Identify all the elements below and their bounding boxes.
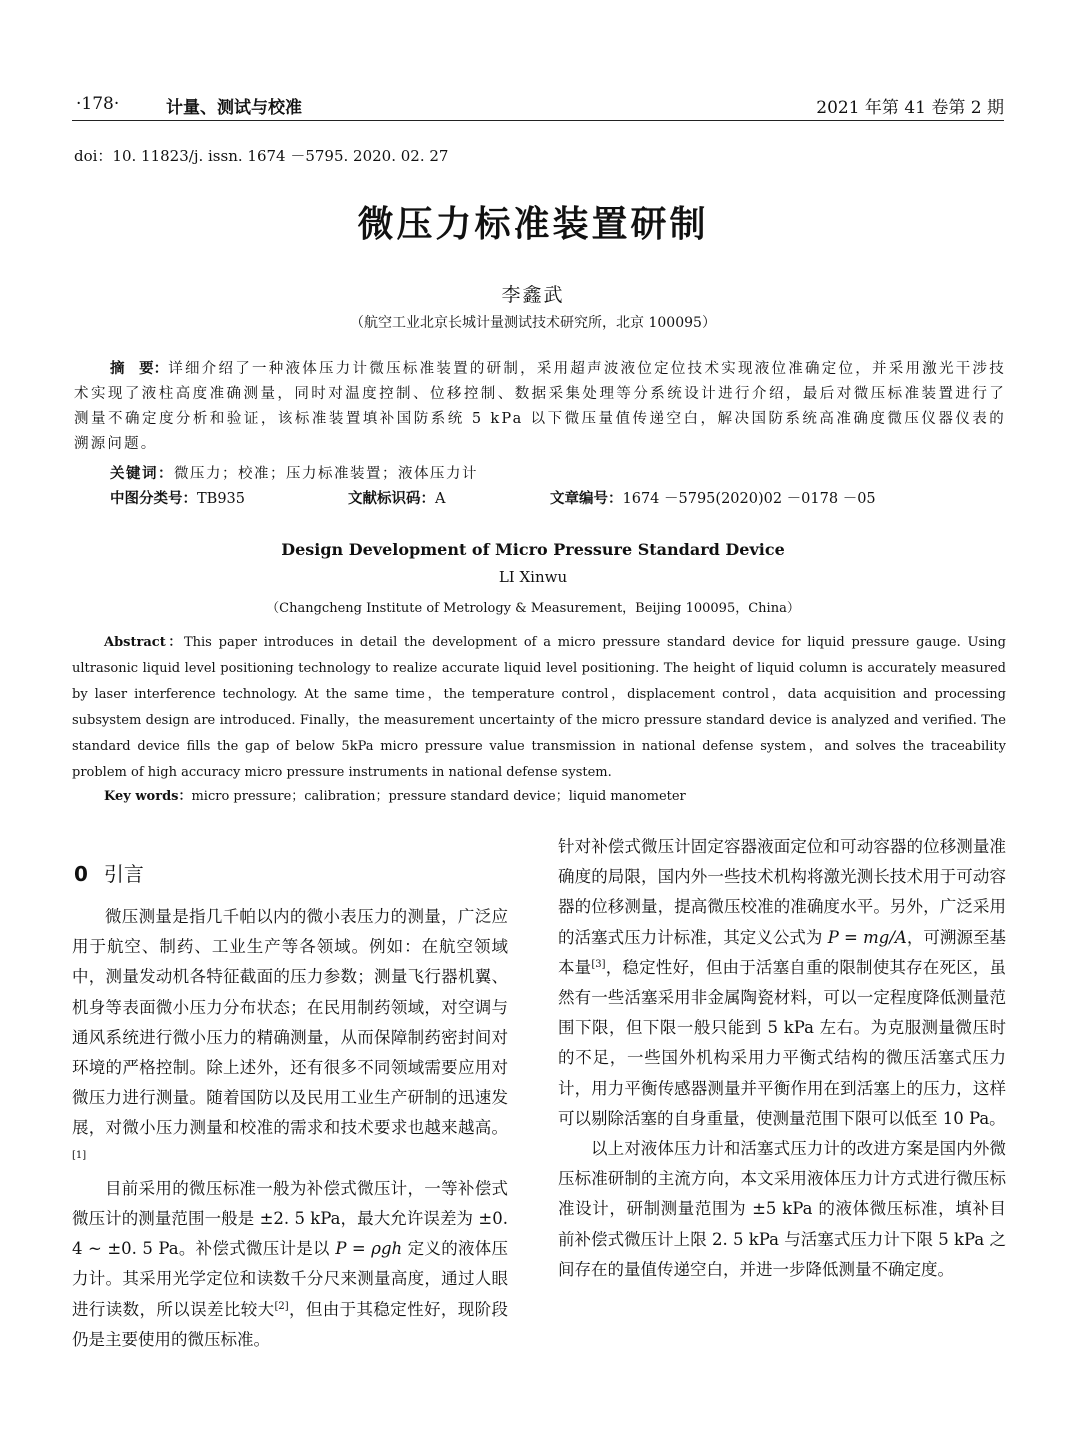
citation: [2] <box>274 1300 289 1312</box>
section-number: 0 <box>74 862 88 886</box>
journal-section-title: 计量、测试与校准 <box>166 98 302 118</box>
section-heading <box>74 858 144 887</box>
document-code-label: 文献标识码： <box>348 491 435 507</box>
header-rule <box>72 120 1004 121</box>
keywords-en-label: Key words： <box>104 789 192 804</box>
issue-info: 2021 年第 41 卷第 2 期 <box>816 98 1004 118</box>
paragraph-text: 以上对液体压力计和活塞式压力计的改进方案是国内外微压标准研制的主流方向，本文采用液体压力计方式进行微压标准设计，研制测量范围为 ±5 kPa 的液体微压标准，填补目前补偿式微压计上限 2. 5 kPa 与活塞式压力计下限 5 kPa 之间存在的量值传递空白，并进一步降低测量不确定度。 <box>558 1139 1006 1279</box>
body-column-right <box>558 832 1006 1285</box>
paragraph-text: 针对补偿式微压计固定容器液面定位和可动容器的位移测量准确度的局限，国内外一些技术机构将激光测长技术用于可动容器的位移测量，提高微压校准的准确度水平。另外，广泛采用的活塞式压力计标准，其定义公式为 <box>558 837 1006 947</box>
english-author: LI Xinwu <box>498 568 568 586</box>
abstract-en-text: This paper introduces in detail the development of a micro pressure standard device for liquid pressure gauge. Using ultrasonic liquid level positioning technology to realize accurate liquid level positioning. The height of liquid column is accurately measured by laser interference technology. At the same time，the temperature control，displacement control，data acquisition and processing subsystem design are introduced. Finally，the measurement uncertainty of the micro pressure standard device is analyzed and verified. The standard device fills the gap of below 5kPa micro pressure value transmission in national defense system，and solves the traceability problem of high accuracy micro pressure instruments in national defense system. <box>72 635 1006 780</box>
paragraph <box>72 902 508 1174</box>
abstract-cn-text: 详细介绍了一种液体压力计微压标准装置的研制，采用超声波液位定位技术实现液位准确定位，并采用激光干涉技术实现了液柱高度准确测量，同时对温度控制、位移控制、数据采集处理等分系统设计进行介绍，最后对微压标准装置进行了测量不确定度分析和验证，该标准装置填补国防系统 5 kPa 以下微压量值传递空白，解决国防系统高准确度微压仪器仪表的溯源问题。 <box>74 361 1007 452</box>
keywords-en-text: micro pressure；calibration；pressure standard device；liquid manometer <box>191 789 686 804</box>
keywords-cn <box>110 462 478 483</box>
english-title: Design Development of Micro Pressure Standard Device <box>281 540 785 559</box>
abstract-en-label: Abstract： <box>104 635 184 650</box>
paragraph <box>558 1134 1006 1285</box>
author: 李鑫武 <box>501 284 565 306</box>
article-number-label: 文章编号： <box>550 491 623 507</box>
article-number-value: 1674 －5795(2020)02 －0178 －05 <box>622 491 876 507</box>
paragraph-text: ，稳定性好，但由于活塞自重的限制使其存在死区，虽然有一些活塞采用非金属陶瓷材料，可以一定程度降低测量范围下限，但下限一般只能到 5 kPa 左右。为克服测量微压时的不足，一些国外机构采用力平衡式结构的微压活塞式压力计，用力平衡传感器测量并平衡作用在到活塞上的压力，这样可以剔除活塞的自身重量，使测量范围下限可以低至 10 Pa。 <box>558 957 1007 1128</box>
formula: P = ρgh <box>335 1239 403 1259</box>
paragraph <box>72 1174 508 1355</box>
document-code-value: A <box>435 491 446 507</box>
clc-label: 中图分类号： <box>110 491 197 507</box>
abstract-cn-label: 摘 要： <box>110 361 169 377</box>
article-number <box>550 487 876 508</box>
section-title: 引言 <box>103 862 144 886</box>
keywords-en <box>104 785 686 804</box>
affiliation: （航空工业北京长城计量测试技术研究所，北京 100095） <box>350 315 716 331</box>
document-code <box>348 487 445 508</box>
abstract-cn <box>74 357 1006 457</box>
paragraph-text: ，可溯源至基本量 <box>558 927 1006 977</box>
keywords-cn-text: 微压力；校准；压力标准装置；液体压力计 <box>174 466 478 482</box>
clc-value: TB935 <box>197 491 246 507</box>
page-number: ·178· <box>76 94 120 114</box>
abstract-en <box>72 630 1006 786</box>
paragraph-text: 目前采用的微压标准一般为补偿式微压计，一等补偿式微压计的测量范围一般是 ±2. 5 kPa，最大允许误差为 ±0. 4 ~ ±0. 5 Pa。补偿式微压计是以 <box>72 1178 508 1259</box>
body-column-left <box>72 902 508 1355</box>
paragraph-text: ，但由于其稳定性好，现阶段仍是主要使用的微压标准。 <box>72 1299 509 1349</box>
paragraph <box>558 832 1006 1134</box>
citation: [1] <box>72 1149 87 1161</box>
formula: P = mg/A <box>827 927 907 947</box>
citation: [3] <box>591 958 606 970</box>
english-affiliation: （Changcheng Institute of Metrology & Measurement，Beijing 100095，China） <box>266 601 800 616</box>
paper-title: 微压力标准装置研制 <box>357 204 709 245</box>
doi: doi：10. 11823/j. issn. 1674 －5795. 2020. 02. 27 <box>74 147 449 165</box>
keywords-cn-label: 关键词： <box>110 466 174 482</box>
paragraph-text: 微压测量是指几千帕以内的微小表压力的测量，广泛应用于航空、制药、工业生产等各领域。例如：在航空领域中，测量发动机各特征截面的压力参数；测量飞行器机翼、机身等表面微小压力分布状态；在民用制药领域，对空调与通风系统进行微小压力的精确测量，从而保障制药密封间对环境的严格控制。除上述外，还有很多不同领域需要应用对微压力进行测量。随着国防以及民用工业生产研制的迅速发展，对微小压力测量和校准的需求和技术要求也越来越高。 <box>72 907 508 1138</box>
paragraph-text: 定义的液体压力计。其采用光学定位和读数千分尺来测量高度，通过人眼进行读数，所以误差比较大 <box>72 1239 508 1319</box>
clc-number <box>110 487 245 508</box>
